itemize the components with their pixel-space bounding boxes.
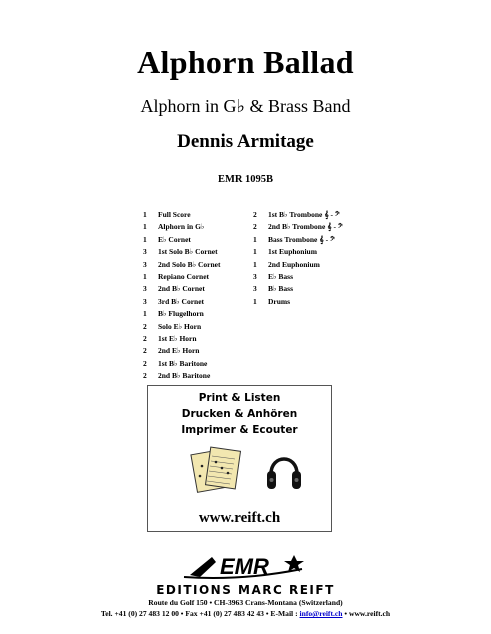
part-quantity: 3 [143,259,147,269]
promo-line-2: Drucken & Anhören [181,408,298,420]
part-name: 2nd B♭ Cornet [158,284,205,294]
part-row [253,271,343,283]
promo-line-3: Imprimer & Ecouter [181,424,298,436]
part-quantity: 2 [143,371,147,381]
part-name: Drums [268,296,291,306]
part-quantity: 2 [253,222,257,232]
part-name: E♭ Bass [268,272,294,282]
part-name: 1st B♭ Baritone [158,358,208,368]
part-row [143,345,221,357]
contact-suffix: • www.reift.ch [342,609,391,618]
part-quantity: 1 [143,210,147,219]
part-row [143,234,221,246]
part-row [143,370,221,382]
promo-line-1: Print & Listen [198,392,281,404]
part-quantity: 1 [253,234,257,244]
part-quantity: 3 [143,247,147,257]
part-row [143,221,221,233]
part-row [143,259,221,271]
part-name: 2nd E♭ Horn [158,346,200,356]
part-quantity: 2 [143,334,147,344]
part-quantity: 1 [143,222,147,232]
part-name: 1st E♭ Horn [158,334,197,344]
emr-logo [182,551,310,583]
part-quantity: 2 [253,210,257,219]
part-quantity: 3 [253,284,257,294]
sheet-music-icon [190,444,246,496]
part-row [253,209,343,221]
parts-list-left [143,209,221,383]
part-row [253,246,343,258]
emr-logo-text: EMR [220,554,269,579]
part-name: 1st Solo B♭ Cornet [158,247,218,257]
part-quantity: 2 [143,358,147,368]
part-name: 1st Euphonium [268,247,317,257]
part-name: B♭ Flugelhorn [158,309,204,319]
part-name: 2nd Solo B♭ Cornet [158,259,221,269]
website-link[interactable]: www.reift.ch [198,510,281,526]
part-quantity: 1 [253,259,257,269]
part-row [253,259,343,271]
part-name: 3rd B♭ Cornet [158,296,205,306]
part-row [143,246,221,258]
catalog-code: EMR 1095B [217,174,274,185]
print-listen-box [147,385,332,532]
part-name: Full Score [158,210,191,219]
part-row [143,271,221,283]
headphones-icon [266,446,302,494]
part-row [253,221,343,233]
part-quantity: 1 [253,296,257,306]
part-name: Repiano Cornet [158,272,210,282]
part-name: 1st B♭ Trombone 𝄞 - 𝄢 [268,210,340,219]
part-row [143,209,221,221]
part-row [143,321,221,333]
part-quantity: 3 [143,296,147,306]
part-quantity: 2 [143,346,147,356]
part-name: 2nd B♭ Trombone 𝄞 - 𝄢 [268,222,343,232]
part-row [143,296,221,308]
part-name: 2nd B♭ Baritone [158,371,211,381]
score-title: Alphorn Ballad [137,44,354,80]
part-name: Solo E♭ Horn [158,321,202,331]
part-row [253,283,343,295]
publisher-address: Route du Golf 150 • CH-3963 Crans-Montana (Switzerland) [148,598,343,607]
part-row [143,358,221,370]
part-quantity: 3 [253,272,257,282]
parts-list-right [253,209,343,308]
contact-prefix: Tel. +41 (0) 27 483 12 00 • Fax +41 (0) 27 483 42 43 • E-Mail : [100,609,300,618]
part-name: Alphorn in G♭ [158,222,205,232]
part-row [253,234,343,246]
part-name: B♭ Bass [268,284,294,294]
part-row [253,296,343,308]
part-name: 2nd Euphonium [268,259,320,269]
part-row [143,283,221,295]
part-quantity: 1 [143,234,147,244]
part-name: E♭ Cornet [158,234,191,244]
email-link[interactable]: info@reift.ch [299,609,343,618]
part-row [143,308,221,320]
part-name: Bass Trombone 𝄞 - 𝄢 [268,234,335,244]
part-quantity: 2 [143,321,147,331]
part-quantity: 1 [143,309,147,319]
instrumentation-subtitle: Alphorn in G♭ & Brass Band [140,96,351,116]
part-row [143,333,221,345]
publisher-contact [0,609,491,618]
part-quantity: 3 [143,284,147,294]
publisher-name: EDITIONS MARC REIFT [156,583,335,597]
composer-name: Dennis Armitage [177,131,314,152]
part-quantity: 1 [143,272,147,282]
part-quantity: 1 [253,247,257,257]
